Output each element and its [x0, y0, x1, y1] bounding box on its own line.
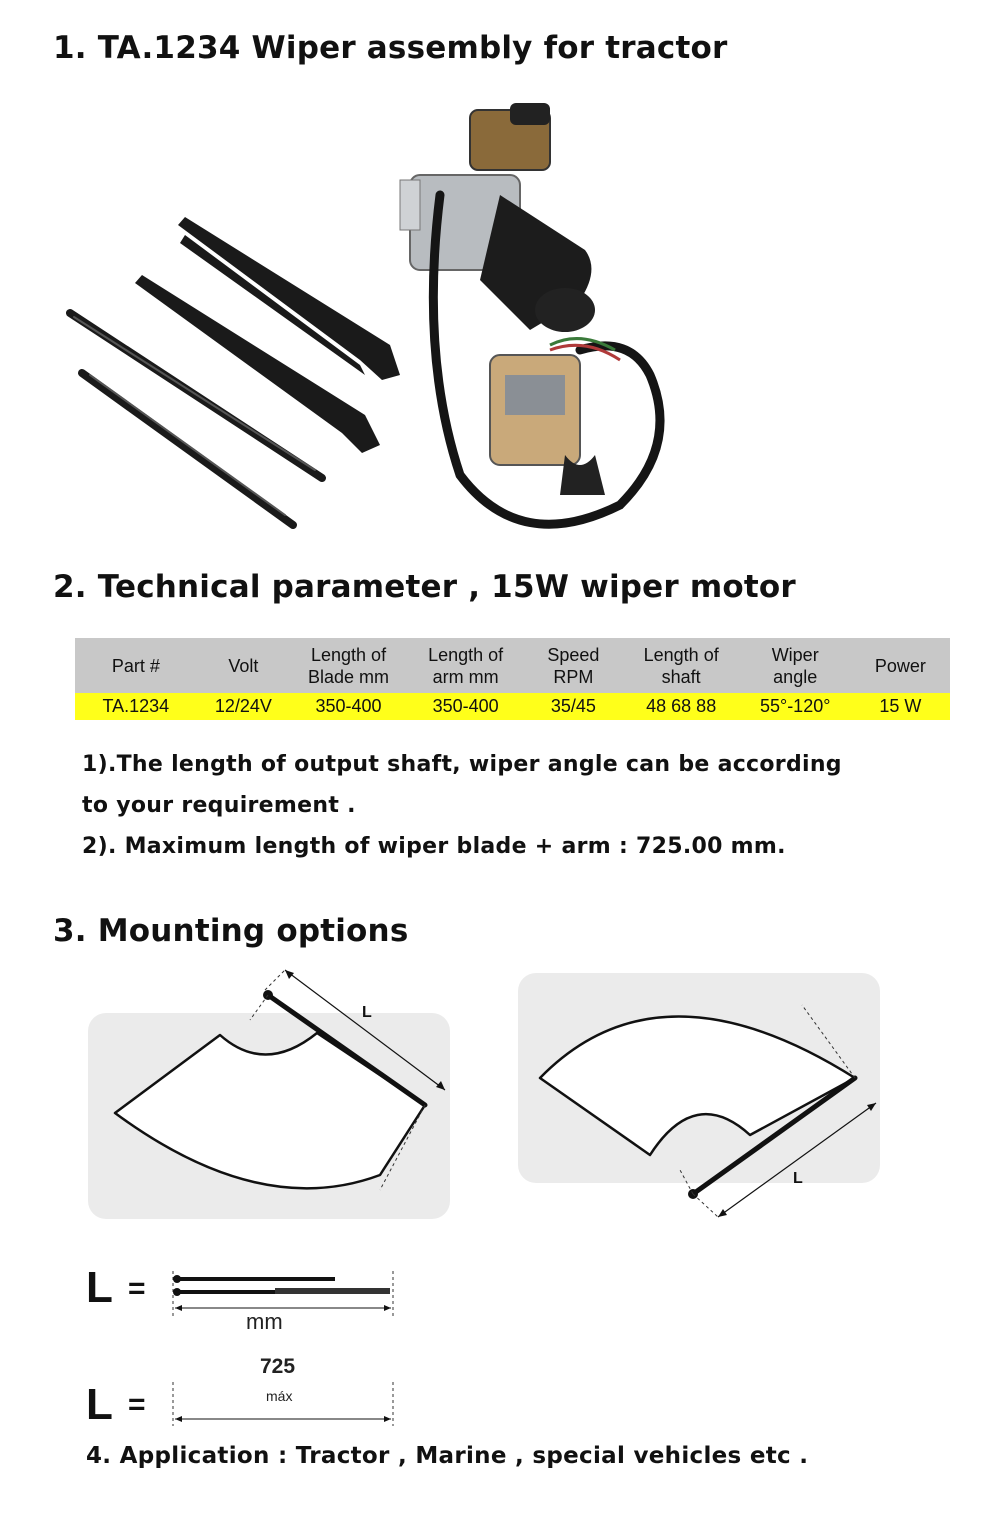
header-part: Part # — [75, 638, 197, 693]
cell-wiper-angle: 55°-120° — [740, 693, 851, 720]
max-length-label: máx — [266, 1388, 293, 1404]
wiper-arm-1 — [178, 217, 400, 380]
unit-mm-label: mm — [246, 1309, 283, 1334]
header-volt: Volt — [197, 638, 290, 693]
note-line-3: 2). Maximum length of wiper blade + arm : 725.00 mm. — [82, 834, 786, 859]
diagram-left-label: L — [362, 1004, 372, 1021]
section-3-title: 3. Mounting options — [53, 913, 409, 949]
equals-sign-1: = — [128, 1272, 146, 1305]
header-blade-length: Length of Blade mm — [290, 638, 407, 693]
mounting-diagram-right — [510, 965, 890, 1225]
wiper-blade-2 — [82, 373, 293, 525]
length-symbol-2: L — [86, 1380, 113, 1429]
cell-blade-length: 350-400 — [290, 693, 407, 720]
max-length-value: 725 — [260, 1355, 296, 1378]
wiper-arm-2 — [135, 275, 380, 453]
mounting-diagram-left — [80, 965, 460, 1225]
wiper-assembly-photo — [60, 75, 680, 545]
section-4-title: 4. Application : Tractor , Marine , special vehicles etc . — [86, 1443, 809, 1469]
header-shaft-length: Length of shaft — [623, 638, 740, 693]
table-row — [75, 693, 950, 720]
header-wiper-angle: Wiper angle — [740, 638, 851, 693]
spec-table — [75, 638, 950, 720]
header-arm-length: Length of arm mm — [407, 638, 524, 693]
section-2-title: 2. Technical parameter , 15W wiper motor — [53, 569, 796, 605]
spec-table-header-row — [75, 638, 950, 693]
header-power: Power — [851, 638, 950, 693]
cell-power: 15 W — [851, 693, 950, 720]
cell-part: TA.1234 — [75, 693, 197, 720]
header-speed: Speed RPM — [524, 638, 622, 693]
cell-arm-length: 350-400 — [407, 693, 524, 720]
section-1-title: 1. TA.1234 Wiper assembly for tractor — [53, 30, 728, 66]
length-symbol-1: L — [86, 1263, 113, 1312]
wiper-switch — [490, 339, 620, 495]
note-line-1: 1).The length of output shaft, wiper angle can be according — [82, 752, 842, 777]
equals-sign-2: = — [128, 1388, 146, 1421]
arm-blade-length-figure — [165, 1268, 405, 1316]
cell-speed: 35/45 — [524, 693, 622, 720]
cell-shaft-length: 48 68 88 — [623, 693, 740, 720]
cell-volt: 12/24V — [197, 693, 290, 720]
note-line-2: to your requirement . — [82, 793, 356, 818]
diagram-right-label: L — [793, 1170, 803, 1187]
max-length-figure — [165, 1382, 405, 1426]
